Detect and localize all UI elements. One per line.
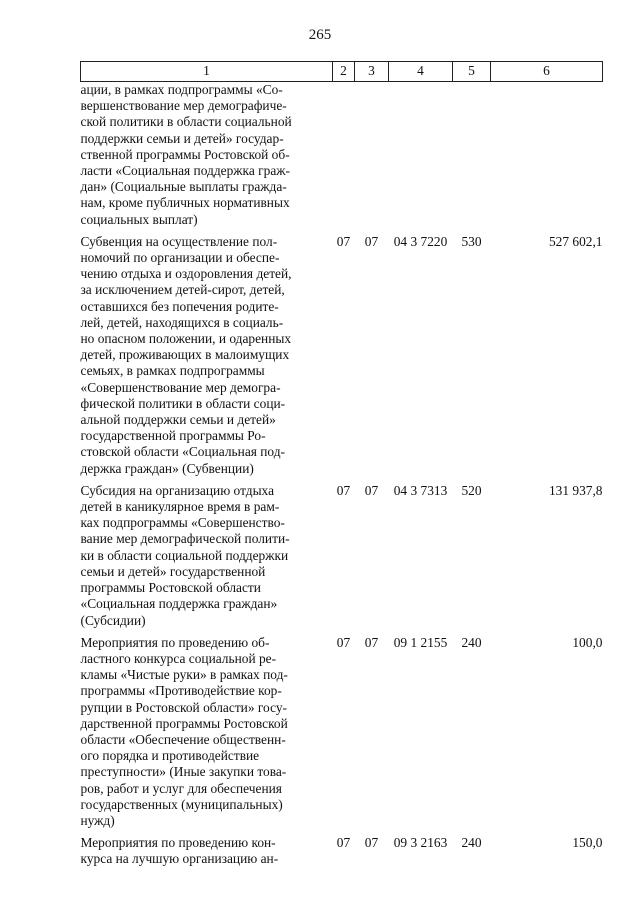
expense-type-code: 240 [461,634,482,650]
row-description [81,82,333,228]
description-line: ственной программы Ростовской об- [80,146,290,162]
section-code: 07 [336,482,351,498]
row-description [81,629,333,829]
table-row [81,829,603,867]
expense-type-code: 240 [461,835,482,851]
target-article-code [389,82,453,228]
description-line: фической политики в области соци- [80,395,286,411]
amount: 527 602,1 [548,233,603,249]
description-line: социальных выплат) [80,211,198,227]
description-line: (Субсидии) [80,612,146,628]
description-line: ласти «Социальная поддержка граж- [80,163,290,179]
expense-type-code [453,82,491,228]
section-code: 07 [336,233,351,249]
description-line: детей, проживающих в малоимущих [80,347,290,363]
row-description [81,228,333,477]
description-line: рупции в Ростовской области» госу- [80,699,287,715]
subsection-code [355,82,389,228]
description-line: Мероприятия по проведению об- [80,634,270,650]
description-line: ках подпрограммы «Совершенство- [80,515,285,531]
description-line: номочий по организации и обеспе- [80,250,280,266]
description-line: альной поддержки семьи и детей» [80,412,276,428]
description-line: вание мер демографической полити- [80,531,290,547]
table-header-row [81,62,603,82]
table-row [81,477,603,629]
description-line: государственных (муниципальных) [80,796,283,812]
description-line: за исключением детей-сирот, детей, [80,282,285,298]
description-line: дан» (Социальные выплаты гражда- [80,179,287,195]
description-line: курса на лучшую организацию ан- [80,851,279,867]
description-line: ров, работ и услуг для обеспечения [80,780,282,796]
page-number: 265 [308,27,332,43]
description-line: Субсидия на организацию отдыха [80,482,275,498]
description-line: преступности» (Иные закупки това- [80,764,287,780]
description-line: ого порядка и противодействие [80,748,260,764]
target-article-code: 04 3 7313 [393,482,448,498]
description-line: ки в области социальной поддержки [80,547,289,563]
description-line: программы Ростовской области [80,580,261,596]
section-code: 07 [336,634,351,650]
amount: 100,0 [572,634,603,650]
column-header-6: 6 [491,62,603,82]
description-line: держка граждан» (Субвенции) [80,460,254,476]
subsection-code: 07 [364,482,379,498]
row-description [81,477,333,629]
description-line: программы «Противодействие кор- [80,683,282,699]
column-header-3: 3 [355,62,389,82]
description-line: «Социальная поддержка граждан» [80,596,278,612]
description-line: семьи и детей» государственной [80,563,266,579]
description-line: нам, кроме публичных нормативных [80,195,290,211]
description-line: нужд) [80,812,115,828]
subsection-code: 07 [364,835,379,851]
column-header-1: 1 [81,62,333,82]
expense-type-code: 530 [461,233,482,249]
table-row [81,228,603,477]
description-line: ластного конкурса социальной ре- [80,650,277,666]
amount: 131 937,8 [548,482,603,498]
target-article-code: 09 1 2155 [393,634,448,650]
table-row [81,82,603,228]
description-line: чению отдыха и оздоровления детей, [80,266,292,282]
subsection-code: 07 [364,233,379,249]
column-header-2: 2 [333,62,355,82]
description-line: лей, детей, находящихся в социаль- [80,314,284,330]
description-line: вершенствование мер демографиче- [80,98,287,114]
column-header-4: 4 [389,62,453,82]
description-line: Мероприятия по проведению кон- [80,835,276,851]
description-line: кламы «Чистые руки» в рамках под- [80,667,288,683]
description-line: семьях, в рамках подпрограммы [80,363,265,379]
description-line: оставшихся без попечения родите- [80,298,279,314]
table-row [81,629,603,829]
target-article-code: 09 3 2163 [393,835,448,851]
description-line: «Совершенствование мер демогра- [80,379,281,395]
description-line: ской политики в области социальной [80,114,292,130]
description-line: Субвенция на осуществление пол- [80,233,278,249]
description-line: поддержки семьи и детей» государ- [80,130,284,146]
description-line: но опасном положении, и одаренных [80,331,292,347]
description-line: дарственной программы Ростовской [80,715,288,731]
description-line: ации, в рамках подпрограммы «Со- [80,82,283,97]
amount [491,82,603,228]
section-code [333,82,355,228]
budget-table [80,61,603,868]
column-header-5: 5 [453,62,491,82]
description-line: стовской области «Социальная под- [80,444,286,460]
target-article-code: 04 3 7220 [393,233,448,249]
subsection-code: 07 [364,634,379,650]
description-line: детей в каникулярное время в рам- [80,499,280,515]
description-line: области «Обеспечение общественн- [80,731,286,747]
section-code: 07 [336,835,351,851]
amount: 150,0 [572,835,603,851]
expense-type-code: 520 [461,482,482,498]
description-line: государственной программы Ро- [80,428,266,444]
row-description [81,829,333,867]
